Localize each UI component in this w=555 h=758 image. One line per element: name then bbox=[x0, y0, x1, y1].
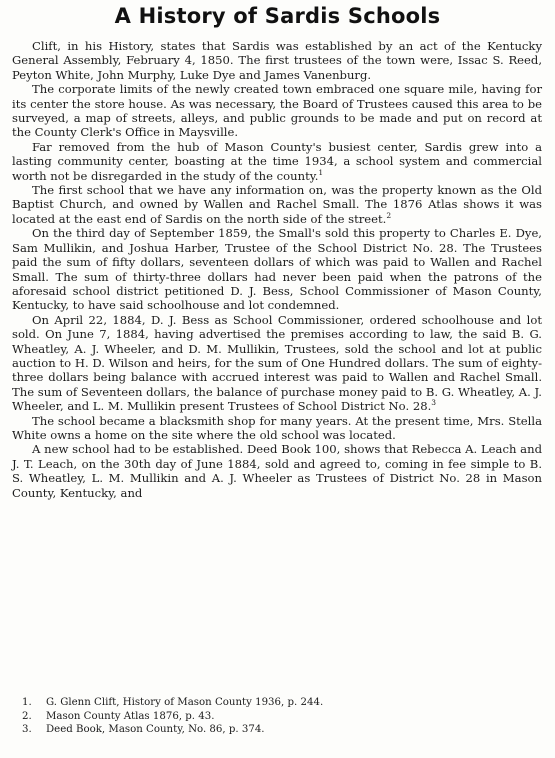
footnote bbox=[22, 696, 522, 710]
paragraph-text: Clift, in his History, states that Sardis was established by an act of the Kentucky General Assembly, February 4, 1850. The first trustees of the town were, Issac S. Reed, Peyton White, John Murphy, Luke Dye and James Vanenburg. bbox=[12, 39, 542, 82]
paragraph bbox=[12, 313, 542, 414]
footnote-marker: 1 bbox=[318, 167, 324, 177]
page-title: A History of Sardis Schools bbox=[114, 4, 441, 28]
paragraph bbox=[12, 226, 542, 312]
paragraph-text: The first school that we have any information on, was the property known as the Old Baptist Church, and owned by Wallen and Rachel Small. The 1876 Atlas shows it was located at the east end of Sardis on the north side of the street. bbox=[12, 183, 542, 226]
footnote bbox=[22, 710, 522, 724]
footnote-text: Mason County Atlas 1876, p. 43. bbox=[46, 710, 215, 722]
footnote-number: 3. bbox=[22, 724, 32, 736]
paragraph-text: The corporate limits of the newly created town embraced one square mile, having for its center the store house. As was necessary, the Board of Trustees caused this area to be surveyed, a map of streets, alleys, and public grounds to be made and put on record at the County Clerk's Office in Maysville. bbox=[12, 82, 542, 140]
footnote-marker: 2 bbox=[386, 211, 392, 221]
footnotes-list bbox=[22, 696, 522, 737]
paragraph-text: The school became a blacksmith shop for many years. At the present time, Mrs. Stella White owns a home on the site where the old school was located. bbox=[12, 413, 542, 442]
paragraph bbox=[12, 39, 542, 82]
paragraph bbox=[12, 442, 542, 500]
paragraph bbox=[12, 82, 542, 140]
footnote bbox=[22, 723, 522, 737]
paragraph bbox=[12, 183, 542, 226]
paragraph bbox=[12, 414, 542, 443]
paragraph bbox=[12, 140, 542, 183]
footnote-text: Deed Book, Mason County, No. 86, p. 374. bbox=[46, 724, 265, 736]
footnote-text: G. Glenn Clift, History of Mason County 1936, p. 244. bbox=[46, 697, 324, 708]
paragraph-text: Far removed from the hub of Mason County's busiest center, Sardis grew into a lasting community center, boasting at the time 1934, a school system and commercial worth not be disregarded in the study of the county. bbox=[12, 139, 542, 183]
paragraph-text: On April 22, 1884, D. J. Bess as School Commissioner, ordered schoolhouse and lot sold. On June 7, 1884, having advertised the premises according to law, the said B. G. Wheatley, A. J. Wheeler, and D. M. Mullikin, Trustees, sold the school and lot at public auction to H. D. Wilson and heirs, for the sum of One Hundred dollars. The sum of eighty-three dollars being balance with accrued interest was paid to Wallen and Rachel Small. The sum of Seventeen dollars, the balance of purchase money paid to B. G. Wheatley, A. J. Wheeler, and L. M. Mullikin present Trustees of School District No. 28. bbox=[12, 312, 542, 414]
footnote-number: 2. bbox=[22, 710, 32, 722]
paragraph-text: On the third day of September 1859, the Small's sold this property to Charles E. Dye, Sam Mullikin, and Joshua Harber, Trustee of the School District No. 28. The Trustees paid the sum of fifty dollars, seventeen dollars of which was paid to Wallen and Rachel Small. The sum of thirty-three dollars had never been paid when the patrons of the aforesaid school district petitioned D. J. Bess, School Commissioner of Mason County, Kentucky, to have said schoolhouse and lot condemned. bbox=[12, 226, 542, 313]
footnote-number: 1. bbox=[22, 697, 32, 708]
body-text bbox=[12, 39, 542, 500]
footnote-marker: 3 bbox=[431, 398, 437, 408]
paragraph-text: A new school had to be established. Deed Book 100, shows that Rebecca A. Leach and J. T. Leach, on the 30th day of June 1884, sold and agreed to, coming in fee simple to B. S. Wheatley, L. M. Mullikin and A. J. Wheeler as Trustees of District No. 28 in Mason County, Kentucky, and bbox=[12, 442, 542, 500]
